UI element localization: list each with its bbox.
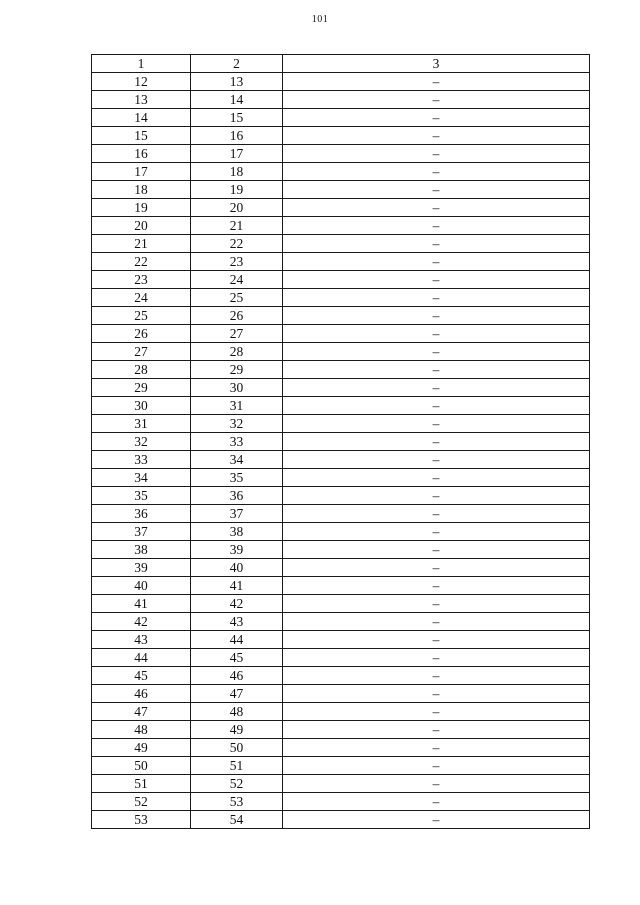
table-cell: – xyxy=(283,541,590,559)
table-cell: 36 xyxy=(92,505,191,523)
table-row xyxy=(92,361,590,379)
table-cell: 24 xyxy=(92,289,191,307)
table-cell: 14 xyxy=(191,91,283,109)
table-row xyxy=(92,541,590,559)
table-cell: 53 xyxy=(92,811,191,829)
table-cell: 12 xyxy=(92,73,191,91)
table-cell: – xyxy=(283,289,590,307)
table-cell: 51 xyxy=(191,757,283,775)
table-row xyxy=(92,613,590,631)
table-cell: 49 xyxy=(92,739,191,757)
table-cell: 47 xyxy=(92,703,191,721)
table-row xyxy=(92,91,590,109)
table-cell: 22 xyxy=(92,253,191,271)
table-cell: – xyxy=(283,631,590,649)
table-cell: 19 xyxy=(191,181,283,199)
table-row xyxy=(92,811,590,829)
table-cell: – xyxy=(283,181,590,199)
table-cell: 27 xyxy=(92,343,191,361)
table-row xyxy=(92,559,590,577)
table-cell: 35 xyxy=(191,469,283,487)
table-cell: 43 xyxy=(191,613,283,631)
table-cell: – xyxy=(283,199,590,217)
table-cell: 28 xyxy=(191,343,283,361)
table-cell: 41 xyxy=(191,577,283,595)
table-cell: 54 xyxy=(191,811,283,829)
table-row xyxy=(92,307,590,325)
table-cell: – xyxy=(283,397,590,415)
table-row xyxy=(92,631,590,649)
table-row xyxy=(92,739,590,757)
table-cell: – xyxy=(283,721,590,739)
table-cell: 13 xyxy=(191,73,283,91)
table-row xyxy=(92,577,590,595)
table-cell: 18 xyxy=(191,163,283,181)
table-cell: – xyxy=(283,415,590,433)
table-cell: – xyxy=(283,649,590,667)
table-row xyxy=(92,793,590,811)
table-cell: – xyxy=(283,73,590,91)
table-row xyxy=(92,325,590,343)
table-cell: 22 xyxy=(191,235,283,253)
table-row xyxy=(92,127,590,145)
table-cell: 45 xyxy=(191,649,283,667)
table-cell: 25 xyxy=(191,289,283,307)
table-row xyxy=(92,343,590,361)
table-cell: 42 xyxy=(92,613,191,631)
table-cell: – xyxy=(283,685,590,703)
table-row xyxy=(92,145,590,163)
table-row xyxy=(92,217,590,235)
table-cell: 44 xyxy=(92,649,191,667)
table-row xyxy=(92,163,590,181)
table-row xyxy=(92,451,590,469)
table-cell: 25 xyxy=(92,307,191,325)
table-cell: – xyxy=(283,325,590,343)
table-row xyxy=(92,667,590,685)
table-cell: 20 xyxy=(92,217,191,235)
table-cell: 14 xyxy=(92,109,191,127)
table-row xyxy=(92,379,590,397)
table-cell: 34 xyxy=(191,451,283,469)
table-header-row xyxy=(92,55,590,73)
table-cell: 31 xyxy=(92,415,191,433)
table-cell: – xyxy=(283,487,590,505)
table-cell: 34 xyxy=(92,469,191,487)
table-cell: 52 xyxy=(92,793,191,811)
table-cell: 32 xyxy=(92,433,191,451)
table-cell: – xyxy=(283,217,590,235)
table-row xyxy=(92,595,590,613)
table-cell: 44 xyxy=(191,631,283,649)
table-row xyxy=(92,775,590,793)
table-cell: – xyxy=(283,127,590,145)
table-cell: 17 xyxy=(92,163,191,181)
table-cell: 40 xyxy=(92,577,191,595)
table-row xyxy=(92,721,590,739)
table-cell: 23 xyxy=(191,253,283,271)
table-row xyxy=(92,505,590,523)
table-cell: – xyxy=(283,757,590,775)
table-cell: 23 xyxy=(92,271,191,289)
table-cell: – xyxy=(283,667,590,685)
table-cell: 24 xyxy=(191,271,283,289)
column-header: 1 xyxy=(92,55,191,73)
table-cell: 29 xyxy=(191,361,283,379)
table-row xyxy=(92,109,590,127)
table-cell: 16 xyxy=(92,145,191,163)
table-row xyxy=(92,235,590,253)
table-cell: 41 xyxy=(92,595,191,613)
table-row xyxy=(92,415,590,433)
table-cell: 33 xyxy=(191,433,283,451)
column-header: 3 xyxy=(283,55,590,73)
table-cell: 53 xyxy=(191,793,283,811)
table-row xyxy=(92,199,590,217)
table-cell: 21 xyxy=(92,235,191,253)
table-row xyxy=(92,433,590,451)
table-cell: 37 xyxy=(92,523,191,541)
table-cell: – xyxy=(283,469,590,487)
table-row xyxy=(92,397,590,415)
column-header: 2 xyxy=(191,55,283,73)
table-row xyxy=(92,757,590,775)
table-cell: 38 xyxy=(191,523,283,541)
table-cell: 18 xyxy=(92,181,191,199)
table-cell: 19 xyxy=(92,199,191,217)
table-cell: – xyxy=(283,505,590,523)
table-body xyxy=(92,55,590,829)
table-cell: 26 xyxy=(92,325,191,343)
table-cell: 52 xyxy=(191,775,283,793)
table-cell: 39 xyxy=(92,559,191,577)
table-cell: 47 xyxy=(191,685,283,703)
table-cell: – xyxy=(283,559,590,577)
table-cell: 38 xyxy=(92,541,191,559)
table-row xyxy=(92,181,590,199)
table-cell: 51 xyxy=(92,775,191,793)
table-cell: – xyxy=(283,91,590,109)
table-cell: 30 xyxy=(191,379,283,397)
table-cell: – xyxy=(283,307,590,325)
table-cell: 26 xyxy=(191,307,283,325)
table-row xyxy=(92,703,590,721)
table-cell: 36 xyxy=(191,487,283,505)
table-cell: – xyxy=(283,379,590,397)
table-cell: – xyxy=(283,451,590,469)
table-cell: – xyxy=(283,739,590,757)
table-cell: 15 xyxy=(92,127,191,145)
table-cell: 16 xyxy=(191,127,283,145)
table-cell: 43 xyxy=(92,631,191,649)
table-cell: 46 xyxy=(92,685,191,703)
table-row xyxy=(92,523,590,541)
table-cell: 28 xyxy=(92,361,191,379)
table-cell: 29 xyxy=(92,379,191,397)
table-cell: – xyxy=(283,361,590,379)
table-cell: 27 xyxy=(191,325,283,343)
table-row xyxy=(92,73,590,91)
table-cell: 13 xyxy=(92,91,191,109)
table-cell: 20 xyxy=(191,199,283,217)
table-row xyxy=(92,271,590,289)
table-cell: 31 xyxy=(191,397,283,415)
table-cell: 33 xyxy=(92,451,191,469)
table-cell: 50 xyxy=(92,757,191,775)
table-cell: – xyxy=(283,703,590,721)
table-row xyxy=(92,685,590,703)
table-row xyxy=(92,487,590,505)
table-cell: – xyxy=(283,109,590,127)
table-cell: – xyxy=(283,343,590,361)
table-cell: 39 xyxy=(191,541,283,559)
table-row xyxy=(92,289,590,307)
table-cell: – xyxy=(283,811,590,829)
table-cell: – xyxy=(283,577,590,595)
table-cell: – xyxy=(283,271,590,289)
table-cell: – xyxy=(283,163,590,181)
table-cell: 32 xyxy=(191,415,283,433)
table-cell: 45 xyxy=(92,667,191,685)
table-cell: – xyxy=(283,793,590,811)
table-cell: – xyxy=(283,613,590,631)
table-cell: 30 xyxy=(92,397,191,415)
table-cell: – xyxy=(283,523,590,541)
table-cell: – xyxy=(283,433,590,451)
table-cell: 21 xyxy=(191,217,283,235)
table-cell: 48 xyxy=(191,703,283,721)
table-row xyxy=(92,253,590,271)
table-cell: – xyxy=(283,253,590,271)
table-cell: 15 xyxy=(191,109,283,127)
table-cell: 50 xyxy=(191,739,283,757)
table-cell: – xyxy=(283,235,590,253)
table-cell: 49 xyxy=(191,721,283,739)
table-row xyxy=(92,469,590,487)
table-cell: – xyxy=(283,145,590,163)
table-cell: – xyxy=(283,595,590,613)
table-cell: 37 xyxy=(191,505,283,523)
table-cell: 46 xyxy=(191,667,283,685)
table-cell: 17 xyxy=(191,145,283,163)
table-row xyxy=(92,649,590,667)
data-table xyxy=(91,54,590,829)
table-cell: 42 xyxy=(191,595,283,613)
table-cell: – xyxy=(283,775,590,793)
page-number: 101 xyxy=(311,14,329,25)
table-cell: 40 xyxy=(191,559,283,577)
table-cell: 48 xyxy=(92,721,191,739)
table-cell: 35 xyxy=(92,487,191,505)
